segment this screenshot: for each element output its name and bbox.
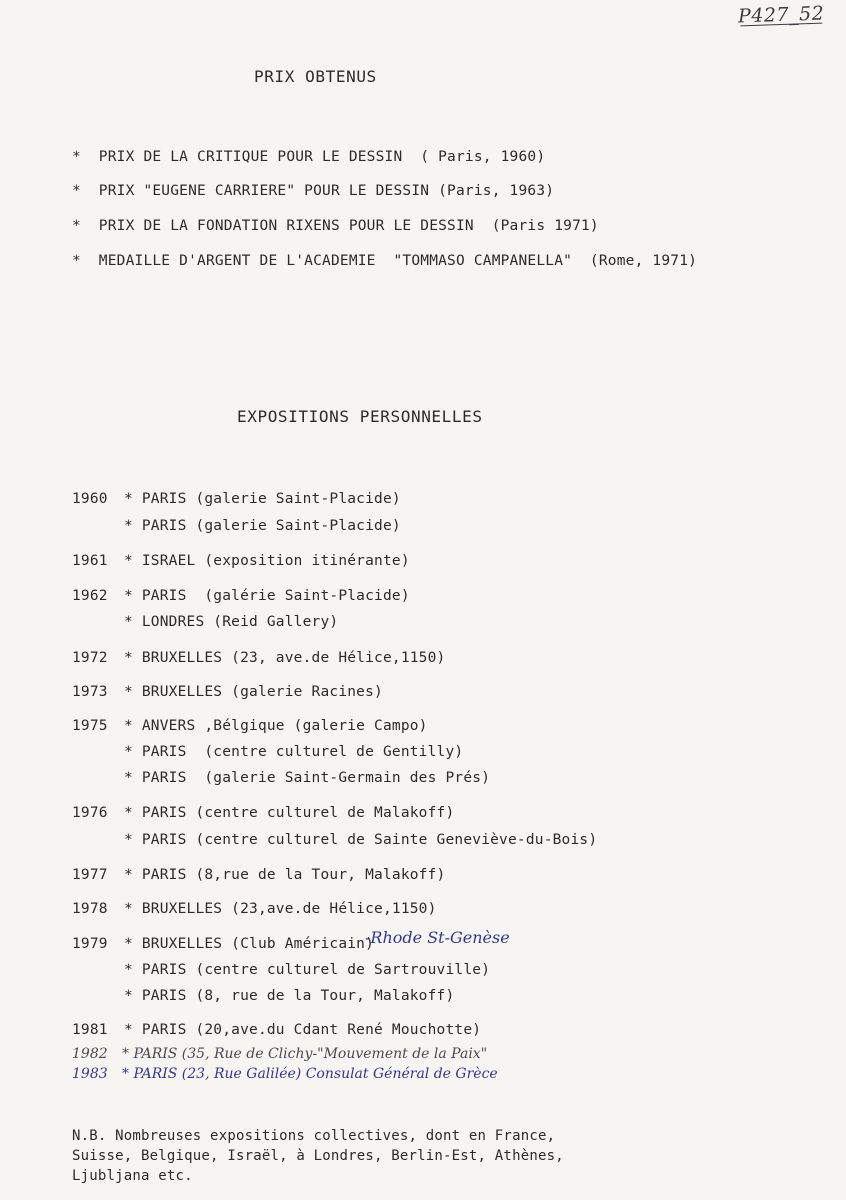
exhibition-entry: * BRUXELLES (galerie Racines) [124, 684, 383, 700]
exhibition-year: 1961 [72, 553, 108, 569]
exhibition-entry: * PARIS (centre culturel de Sainte Geneviève-du-Bois) [124, 832, 598, 848]
handwritten-entry: * PARIS (35, Rue de Clichy-"Mouvement de la Paix" [122, 1046, 488, 1062]
exhibition-year: 1973 [72, 684, 108, 700]
exhibition-entry: * PARIS (galerie Saint-Placide) [124, 491, 401, 507]
handwritten-year: 1983 [72, 1066, 108, 1082]
exhibition-entry: * BRUXELLES (23,ave.de Hélice,1150) [124, 901, 437, 917]
exhibition-year: 1979 [72, 936, 108, 952]
handwritten-year: 1982 [72, 1046, 108, 1062]
footnote-line: N.B. Nombreuses expositions collectives, dont en France, [72, 1128, 556, 1144]
exhibition-entry: * PARIS (8,rue de la Tour, Malakoff) [124, 867, 446, 883]
prize-item: * MEDAILLE D'ARGENT DE L'ACADEMIE "TOMMASO CAMPANELLA" (Rome, 1971) [72, 253, 698, 269]
exhibition-year: 1981 [72, 1022, 108, 1038]
exhibition-entry: * ISRAEL (exposition itinérante) [124, 553, 410, 569]
exhibition-entry: * BRUXELLES (23, ave.de Hélice,1150) [124, 650, 446, 666]
footnote-line: Ljubljana etc. [72, 1168, 193, 1184]
exhibition-entry: * PARIS (galerie Saint-Germain des Prés) [124, 770, 491, 786]
exhibition-entry: * PARIS (galérie Saint-Placide) [124, 588, 410, 604]
exhibition-entry: * PARIS (centre culturel de Malakoff) [124, 805, 455, 821]
exhibition-year: 1960 [72, 491, 108, 507]
footnote-line: Suisse, Belgique, Israël, à Londres, Berlin-Est, Athènes, [72, 1148, 564, 1164]
exhibition-year: 1978 [72, 901, 108, 917]
prizes-heading: PRIX OBTENUS [254, 67, 377, 86]
archive-reference-note: P427_52 [737, 2, 825, 28]
exhibition-year: 1975 [72, 718, 108, 734]
exhibition-entry: * BRUXELLES (Club Américain) [124, 936, 375, 952]
exhibition-entry: * PARIS (20,ave.du Cdant René Mouchotte) [124, 1022, 482, 1038]
exhibition-year: 1972 [72, 650, 108, 666]
prize-item: * PRIX DE LA FONDATION RIXENS POUR LE DESSIN (Paris 1971) [72, 218, 599, 234]
exhibition-entry: * LONDRES (Reid Gallery) [124, 614, 339, 630]
exhibition-year: 1962 [72, 588, 108, 604]
exhibition-entry: * PARIS (8, rue de la Tour, Malakoff) [124, 988, 455, 1004]
handwritten-addition: -Rhode St-Genèse [365, 928, 510, 947]
exhibitions-heading: EXPOSITIONS PERSONNELLES [237, 407, 483, 426]
exhibition-entry: * PARIS (centre culturel de Gentilly) [124, 744, 464, 760]
exhibition-year: 1977 [72, 867, 108, 883]
exhibition-entry: * PARIS (centre culturel de Sartrouville) [124, 962, 491, 978]
exhibition-entry: * ANVERS ,Bélgique (galerie Campo) [124, 718, 428, 734]
prize-item: * PRIX DE LA CRITIQUE POUR LE DESSIN ( Paris, 1960) [72, 149, 546, 165]
handwritten-entry: * PARIS (23, Rue Galilée) Consulat Général de Grèce [122, 1066, 498, 1082]
exhibition-year: 1976 [72, 805, 108, 821]
exhibition-entry: * PARIS (galerie Saint-Placide) [124, 518, 401, 534]
prize-item: * PRIX "EUGENE CARRIERE" POUR LE DESSIN (Paris, 1963) [72, 183, 555, 199]
